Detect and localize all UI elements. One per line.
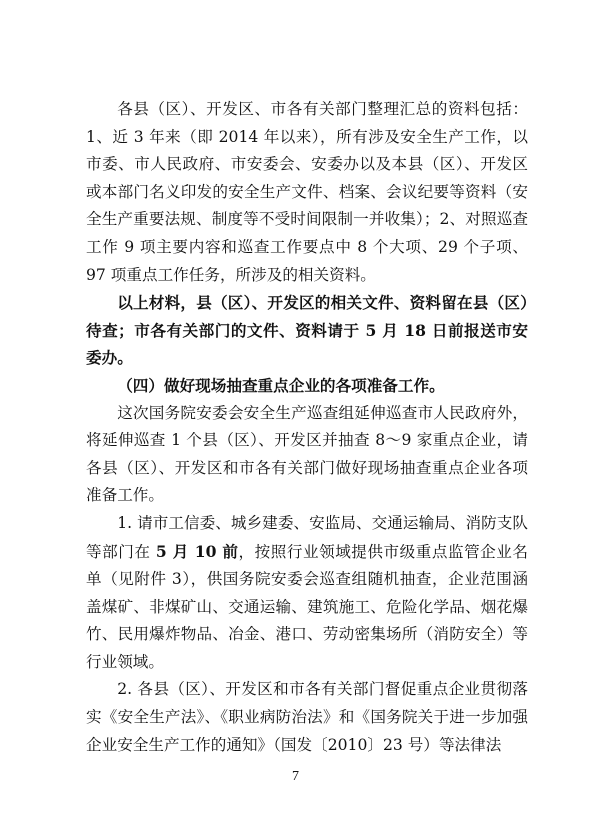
document-body xyxy=(86,96,528,759)
paragraph-item-2: 2. 各县（区）、开发区和市各有关部门督促重点企业贯彻落实《安全生产法》、《职业病防治法》和《国务院关于进一步加强企业安全生产工作的通知》（国发〔2010〕23 号）等法律法 xyxy=(86,680,528,754)
paragraph-item-1 xyxy=(86,510,528,677)
paragraph-materials-list: 各县（区）、开发区、市各有关部门整理汇总的资料包括：1、近 3 年来（即 2014 年以来），所有涉及安全生产工作，以市委、市人民政府、市安委会、安委办以及本县（区）、开发区或本部门名义印发的安全生产文件、档案、会议纪要等资料（安全生产重要法规、制度等不受时间限制一并收集）；2、对照巡查工作 9 项主要内容和巡查工作要点中 8 个大项、29 个子项、97 项重点工作任务，所涉及的相关资料。 xyxy=(86,100,528,284)
item-1-rest: ，按照行业领域提供市级重点监管企业名单（见附件 3），供国务院安委会巡查组随机抽查，企业范围涵盖煤矿、非煤矿山、交通运输、建筑施工、危险化学品、烟花爆竹、民用爆炸物品、冶金、港口、劳动密集场所（消防安全）等行业领域。 xyxy=(86,542,528,671)
item-1-prefix: 1. 请市工信委、城乡建委、安监局、交通运输局、消防支队等部门在 xyxy=(86,513,528,561)
paragraph-materials-storage: 以上材料，县（区）、开发区的相关文件、资料留在县（区）待查；市各有关部门的文件、资料请于 5 月 18 日前报送市安委办。 xyxy=(86,293,528,368)
paragraph-section-intro: 这次国务院安委会安全生产巡查组延伸巡查市人民政府外，将延伸巡查 1 个县（区）、开发区并抽查 8～9 家重点企业，请各县（区）、开发区和市各有关部门做好现场抽查重点企业各项准备工作。 xyxy=(86,403,528,505)
section-heading-4: （四）做好现场抽查重点企业的各项准备工作。 xyxy=(117,375,445,395)
item-1-deadline: 5 月 10 前 xyxy=(155,541,239,561)
page-number: 7 xyxy=(292,769,299,784)
